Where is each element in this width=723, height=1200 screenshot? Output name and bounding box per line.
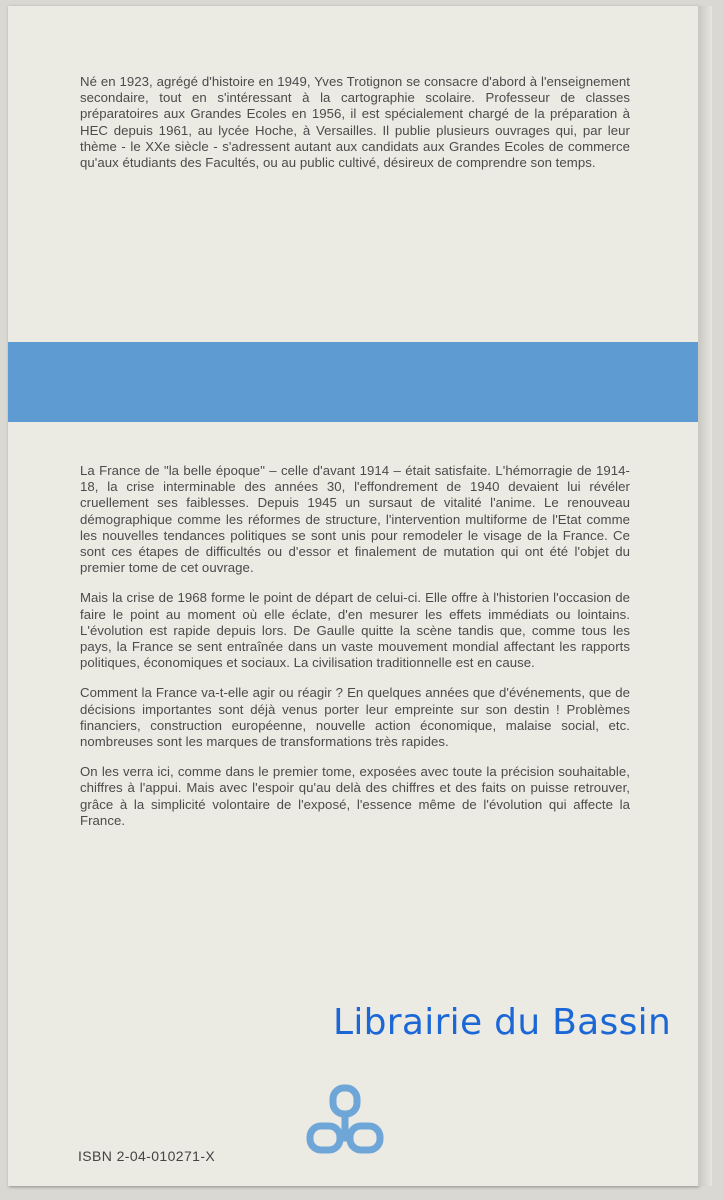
watermark-text: Librairie du Bassin: [333, 1002, 672, 1043]
cover-edge: [698, 6, 712, 1186]
description-paragraph: La France de "la belle époque" – celle d'avant 1914 – était satisfaite. L'hémorragie de 1914-18, la crise interminable des années 30, l'effondrement de 1940 devaient lui révéler cruellement ses faiblesses. Depuis 1945 un sursaut de vitalité l'anime. Le renouveau démographique comme les réformes de structure, l'intervention multiforme de l'Etat comme les nouvelles tendances politiques se sont unis pour remodeler le visage de la France. Ce sont ces étapes de difficultés ou d'essor et finalement de mutation qui ont été l'objet du premier tome de cet ouvrage.: [80, 463, 630, 576]
author-bio: Né en 1923, agrégé d'histoire en 1949, Yves Trotignon se consacre d'abord à l'enseignement secondaire, tout en s'intéressant à la cartographie scolaire. Professeur de classes préparatoires aux Grandes Ecoles en 1956, il est spécialement chargé de la préparation à HEC depuis 1961, au lycée Hoche, à Versailles. Il publie plusieurs ouvrages qui, par leur thème - le XXe siècle - s'adressent autant aux candidats aux Grandes Ecoles de commerce qu'aux étudiants des Facultés, ou au public cultivé, désireux de comprendre son temps.: [80, 74, 630, 171]
description-paragraph: Mais la crise de 1968 forme le point de départ de celui-ci. Elle offre à l'historien l'occasion de faire le point au moment où elle éclate, d'en mesurer les effets immédiats ou lointains. L'évolution est rapide depuis lors. De Gaulle quitte la scène tandis que, comme tous les pays, la France se sent entraînée dans un vaste mouvement mondial affectant les rapports politiques, économiques et sociaux. La civilisation traditionnelle est en cause.: [80, 590, 630, 671]
description-paragraph: On les verra ici, comme dans le premier tome, exposées avec toute la précision souhaitable, chiffres à l'appui. Mais avec l'espoir qu'au delà des chiffres et des faits on puisse retrouver, grâce à la simplicité volontaire de l'exposé, l'essence même de l'évolution qui affecte la France.: [80, 764, 630, 828]
book-description: [80, 463, 630, 843]
isbn-label: ISBN 2-04-010271-X: [78, 1148, 216, 1164]
description-paragraph: Comment la France va-t-elle agir ou réagir ? En quelques années que d'événements, que de décisions importantes sont déjà venus porter leur empreinte sur son destin ! Problèmes financiers, construction européenne, nouvelle action économique, malaise social, etc. nombreuses sont les marques de transformations très rapides.: [80, 685, 630, 750]
publisher-logo-icon: [304, 1082, 386, 1164]
blue-band: [8, 342, 698, 422]
